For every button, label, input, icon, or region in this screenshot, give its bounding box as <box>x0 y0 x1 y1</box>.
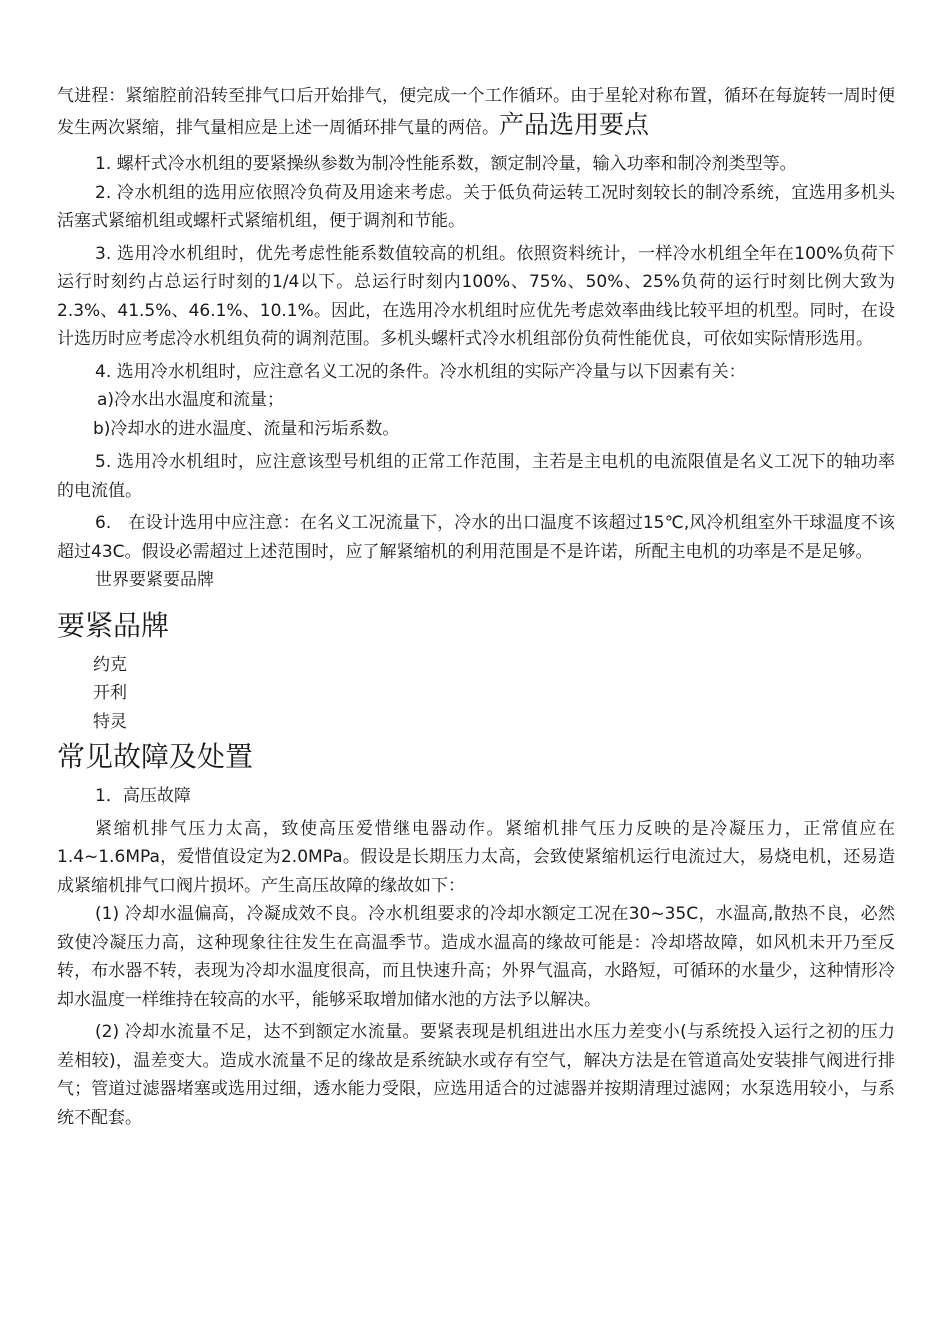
selection-point-4b: b)冷却水的进水温度、流量和污垢系数。 <box>93 419 400 439</box>
selection-point-2: 2. 冷水机组的选用应依照冷负荷及用途来考虑。关于低负荷运转工况时刻较长的制冷系统，宜选用多机头活塞式紧缩机组或螺杆式紧缩机组，便于调剂和节能。 <box>57 182 895 231</box>
selection-point-4a: a)冷水出水温度和流量； <box>97 390 285 410</box>
selection-point-6: 6. 在设计选用中应注意：在名义工况流量下，冷水的出口温度不该超过15℃,风冷机组室外干球温度不该超过43C。假设必需超过上述范围时，应了解紧缩机的利用范围是不是许诺，所配主电机的功率是不是足够。 <box>57 513 895 562</box>
intro-text: 气进程：紧缩腔前沿转至排气口后开始排气，便完成一个工作循环。由于星轮对称布置，循环在每旋转一周时便发生两次紧缩，排气量相应是上述一周循环排气量的两倍。 <box>57 86 895 138</box>
selection-point-4: 4. 选用冷水机组时，应注意名义工况的条件。冷水机组的实际产冷量与以下因素有关： <box>95 361 746 382</box>
intro-paragraph <box>57 82 895 142</box>
selection-point-1: 1. 螺杆式冷水机组的要紧操纵参数为制冷性能系数，额定制冷量，输入功率和制冷剂类型等。 <box>95 154 797 174</box>
document-page <box>57 82 895 1132</box>
faults-heading: 常见故障及处置 <box>57 740 254 773</box>
brand-item-carrier: 开利 <box>93 683 127 703</box>
fault-cause-1: (1) 冷却水温偏高，冷凝成效不良。冷水机组要求的冷却水额定工况在30~35C，水温高,散热不良，必然致使冷凝压力高，这种现象往往发生在高温季节。造成水温高的缘故可能是：冷却塔故障，如风机未开乃至反转，布水器不转，表现为冷却水温度很高，而且快速升高；外界气温高，水路短，可循环的水量少，这种情形冷却水温度一样维持在较高的水平，能够采取增加储水池的方法予以解决。 <box>57 904 895 1010</box>
brand-item-trane: 特灵 <box>93 711 127 732</box>
brand-item-york: 约克 <box>93 654 127 675</box>
fault-cause-2: (2) 冷却水流量不足，达不到额定水流量。要紧表现是机组进出水压力差变小(与系统投入运行之初的压力差相较)，温差变大。造成水流量不足的缘故是系统缺水或存有空气，解决方法是在管道高处安装排气阀进行排气；管道过滤器堵塞或选用过细，透水能力受限，应选用适合的过滤器并按期清理过滤网；水泵选用较小，与系统不配套。 <box>57 1022 895 1128</box>
fault-high-pressure-paragraph: 紧缩机排气压力太高，致使高压爱惜继电器动作。紧缩机排气压力反映的是冷凝压力，正常值应在1.4~1.6MPa，爱惜值设定为2.0MPa。假设是长期压力太高，会致使紧缩机运行电流过大，易烧电机，还易造成紧缩机排气口阀片损坏。产生高压故障的缘故如下： <box>57 818 895 896</box>
fault-item-high-pressure-title: 1．高压故障 <box>95 786 191 806</box>
section-heading-product-selection: 产品选用要点 <box>499 109 650 139</box>
brands-heading: 要紧品牌 <box>57 608 170 642</box>
selection-point-5: 5. 选用冷水机组时，应注意该型号机组的正常工作范围，主若是主电机的电流限值是名义工况下的轴功率的电流值。 <box>57 452 895 501</box>
world-brands-line: 世界要紧要品牌 <box>95 570 214 590</box>
selection-point-3: 3. 选用冷水机组时，优先考虑性能系数值较高的机组。依照资料统计，一样冷水机组全年在100%负荷下运行时刻约占总运行时刻的1/4以下。总运行时刻内100%、75%、50%、25%负荷的运行时刻比例大致为2.3%、41.5%、46.1%、10.1%。因此，在选用冷水机组时应优先考虑效率曲线比较平坦的机型。同时，在设计选历时应考虑冷水机组负荷的调剂范围。多机头螺杆式冷水机组部份负荷性能优良，可依如实际情形选用。 <box>57 243 895 349</box>
